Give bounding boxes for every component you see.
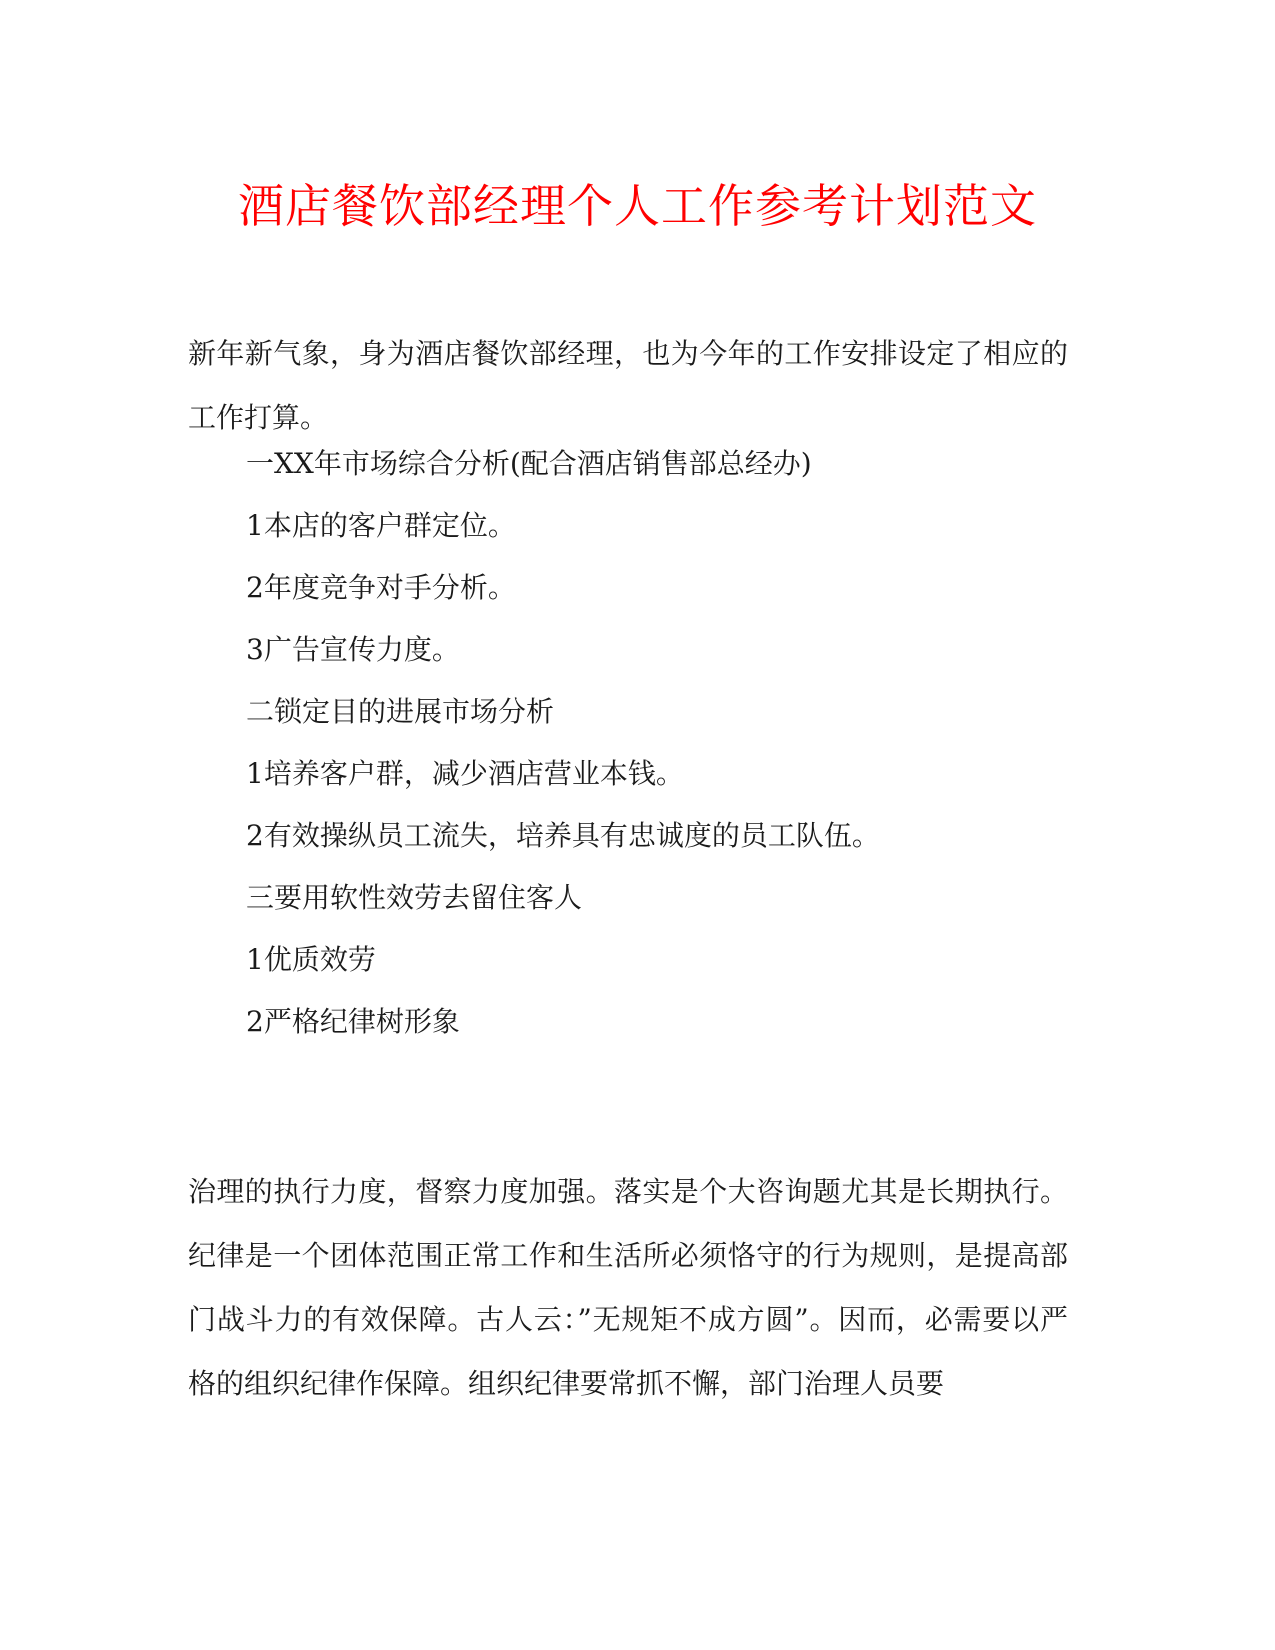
outline-heading-3: 三要用软性效劳去留住客人 [246, 881, 583, 914]
outline-item: 2严格纪律树形象 [246, 1005, 460, 1038]
outline-item: 2年度竞争对手分析。 [246, 571, 516, 604]
document-title: 酒店餐饮部经理个人工作参考计划范文 [238, 179, 1037, 233]
outline-item: 1培养客户群，减少酒店营业本钱。 [246, 757, 684, 790]
outline-heading-1: 一XX年市场综合分析(配合酒店销售部总经办) [246, 447, 812, 480]
outline-item: 3广告宣传力度。 [246, 633, 460, 666]
intro-paragraph: 新年新气象，身为酒店餐饮部经理，也为今年的工作安排设定了相应的工作打算。 [188, 337, 1068, 434]
outline-heading-2: 二锁定目的进展市场分析 [246, 695, 555, 728]
outline-item: 2有效操纵员工流失，培养具有忠诚度的员工队伍。 [246, 819, 880, 852]
outline-item: 1本店的客户群定位。 [246, 509, 516, 542]
outline-item: 1优质效劳 [246, 943, 376, 976]
body-paragraph: 治理的执行力度，督察力度加强。落实是个大咨询题尤其是长期执行。纪律是一个团体范围正常工作和生活所必须恪守的行为规则，是提高部门战斗力的有效保障。古人云：”无规矩不成方圆”。因而，必需要以严格的组织纪律作保障。组织纪律要常抓不懈，部门治理人员要 [188, 1175, 1068, 1400]
